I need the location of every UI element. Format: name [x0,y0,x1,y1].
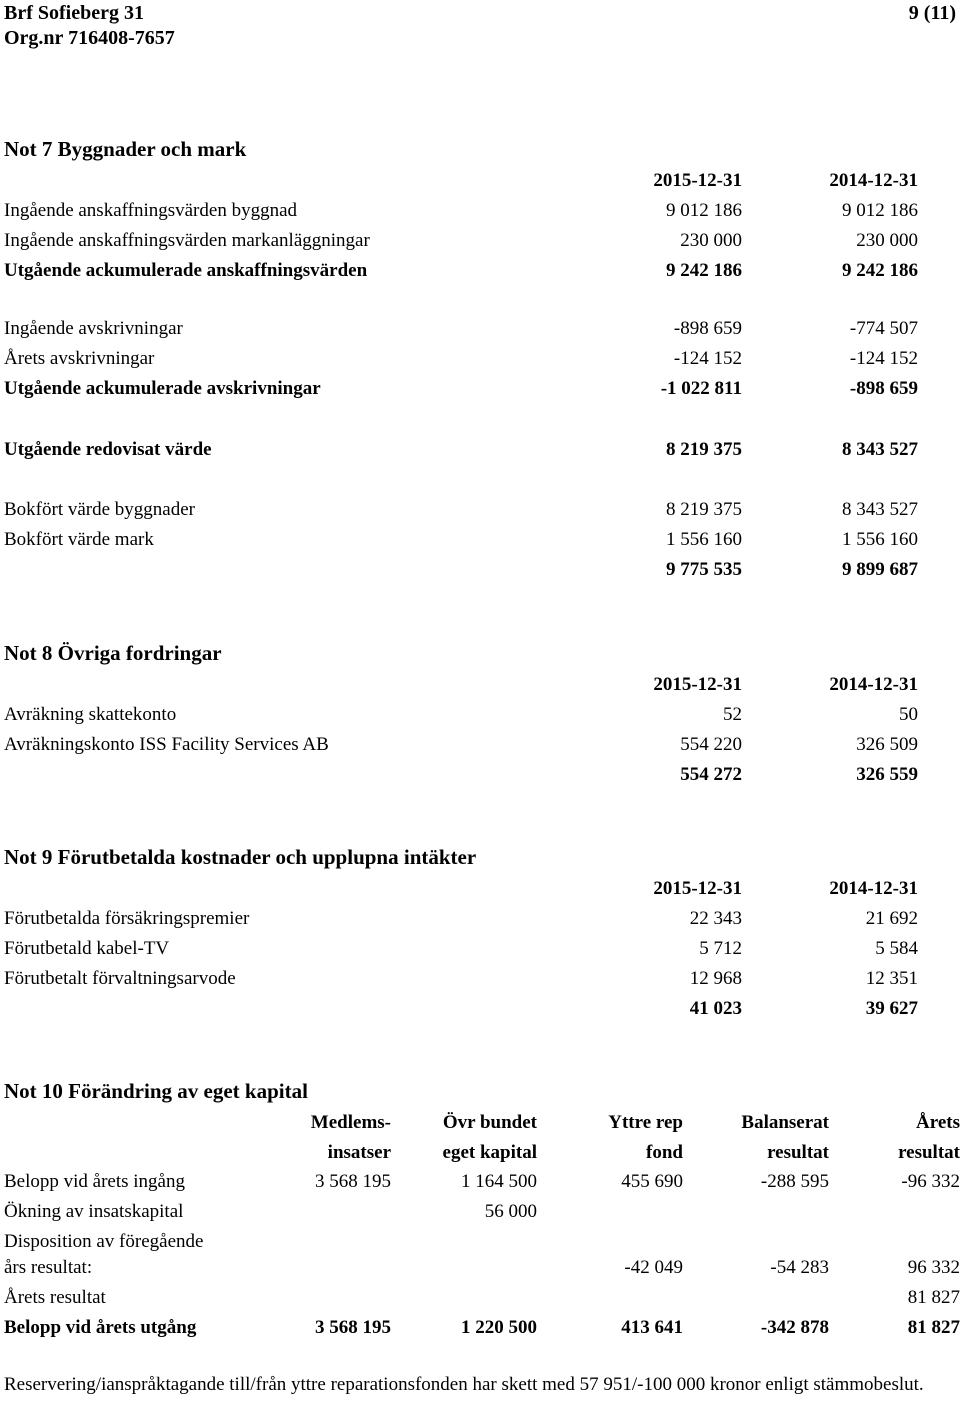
note10-row-label: Årets resultat [4,1287,106,1308]
note7-row-value-2014: 1 556 160 [842,529,918,550]
note10-row-label: Belopp vid årets utgång [4,1317,197,1338]
note10-cell: 81 827 [907,1287,960,1308]
note7-row-label: Utgående redovisat värde [4,439,212,460]
note8-row-label: Avräkning skattekonto [4,704,177,725]
note7-row-value-2014: -898 659 [849,378,918,399]
note7-row-value-2014: 9 012 186 [842,200,918,221]
note7-row-label: Ingående anskaffningsvärden byggnad [4,200,297,221]
note7-row-value-2015: 8 219 375 [666,439,742,460]
note10-cell: 3 568 195 [315,1317,391,1338]
note10-col-header: Övr bundet [442,1112,537,1133]
note7-col1-header: 2015-12-31 [653,170,742,191]
note8-row-value-2014: 326 509 [856,734,918,755]
note8-row-label: Avräkningskonto ISS Facility Services AB [4,734,329,755]
note9-row-value-2015: 12 968 [689,968,742,989]
note10-col-header: Balanserat [741,1112,829,1133]
note7-row-value-2015: 9 012 186 [666,200,742,221]
note7-row-label: Ingående avskrivningar [4,318,183,339]
note10-col-header: eget kapital [442,1142,537,1163]
note9-col2-header: 2014-12-31 [829,878,918,899]
note10-col-header: resultat [767,1142,829,1163]
note7-row-value-2014: 230 000 [856,230,918,251]
note8-total-2015: 554 272 [680,764,742,785]
note9-row-label: Förutbetalt förvaltningsarvode [4,968,236,989]
note7-row-value-2014: -774 507 [849,318,918,339]
note7-title: Not 7 Byggnader och mark [4,137,247,161]
note9-row-value-2014: 21 692 [865,908,918,929]
note7-row-value-2015: 9 242 186 [666,260,742,281]
note10-cell: -54 283 [770,1257,829,1278]
note10-row-label: års resultat: [4,1257,93,1278]
note7-row-label: Ingående anskaffningsvärden markanläggningar [4,230,370,251]
note9-total-2015: 41 023 [689,998,742,1019]
note10-cell: 56 000 [484,1201,537,1222]
note9-row-value-2015: 22 343 [689,908,742,929]
note9-title: Not 9 Förutbetalda kostnader och upplupna intäkter [4,845,477,869]
note7-row-label: Utgående ackumulerade avskrivningar [4,378,321,399]
note8-title: Not 8 Övriga fordringar [4,641,222,665]
note10-row-label: Ökning av insatskapital [4,1201,184,1222]
note7-row-value-2015: 230 000 [680,230,742,251]
note7-row-label: Utgående ackumulerade anskaffningsvärden [4,260,368,281]
note10-col-header: Årets [916,1112,960,1133]
note10-title: Not 10 Förändring av eget kapital [4,1079,308,1103]
note10-cell: -96 332 [901,1171,960,1192]
note7-row-value-2014: -124 152 [849,348,918,369]
note10-cell: 96 332 [907,1257,960,1278]
note9-total-2014: 39 627 [865,998,918,1019]
note8-col1-header: 2015-12-31 [653,674,742,695]
note10-cell: -42 049 [624,1257,683,1278]
note10-cell: 81 827 [907,1317,960,1338]
note10-cell: -342 878 [760,1317,829,1338]
note7-row-value-2015: -1 022 811 [660,378,742,399]
note10-cell: -288 595 [760,1171,829,1192]
note7-col2-header: 2014-12-31 [829,170,918,191]
note7-row-value-2014: 8 343 527 [842,439,918,460]
note7-row-value-2014: 9 242 186 [842,260,918,281]
note10-cell: 1 220 500 [461,1317,537,1338]
note7-row-value-2015: -124 152 [673,348,742,369]
note8-row-value-2014: 50 [899,704,918,725]
note9-row-value-2014: 5 584 [875,938,918,959]
note10-row-label: Disposition av föregående [4,1231,204,1252]
note7-row-value-2015: 8 219 375 [666,499,742,520]
note7-total-2014: 9 899 687 [842,559,918,580]
note8-row-value-2015: 52 [723,704,742,725]
note7-row-label: Bokfört värde byggnader [4,499,195,520]
note10-col-header: insatser [327,1142,391,1163]
footnote: Reservering/ianspråktagande till/från yttre reparationsfonden har skett med 57 951/-100 000 kronor enligt stämmobeslut. [4,1374,924,1395]
note7-row-value-2015: 1 556 160 [666,529,742,550]
note7-row-label: Årets avskrivningar [4,348,155,369]
note9-row-value-2015: 5 712 [699,938,742,959]
note9-row-value-2014: 12 351 [865,968,918,989]
note8-row-value-2015: 554 220 [680,734,742,755]
note10-col-header: Medlems- [310,1112,391,1133]
note10-col-header: Yttre rep [608,1112,683,1133]
note9-col1-header: 2015-12-31 [653,878,742,899]
note10-cell: 3 568 195 [315,1171,391,1192]
note10-col-header: resultat [898,1142,960,1163]
org-name: Brf Sofieberg 31 [4,2,144,24]
org-number: Org.nr 716408-7657 [4,27,175,49]
note8-total-2014: 326 559 [856,764,918,785]
note10-cell: 455 690 [621,1171,683,1192]
note7-row-value-2014: 8 343 527 [842,499,918,520]
note10-row-label: Belopp vid årets ingång [4,1171,185,1192]
note10-cell: 1 164 500 [461,1171,537,1192]
note9-row-label: Förutbetald kabel-TV [4,938,170,959]
note8-col2-header: 2014-12-31 [829,674,918,695]
note10-cell: 413 641 [621,1317,683,1338]
note7-row-value-2015: -898 659 [673,318,742,339]
note7-total-2015: 9 775 535 [666,559,742,580]
note9-row-label: Förutbetalda försäkringspremier [4,908,250,929]
page-number: 9 (11) [908,2,956,24]
note7-row-label: Bokfört värde mark [4,529,154,550]
note10-col-header: fond [646,1142,683,1163]
